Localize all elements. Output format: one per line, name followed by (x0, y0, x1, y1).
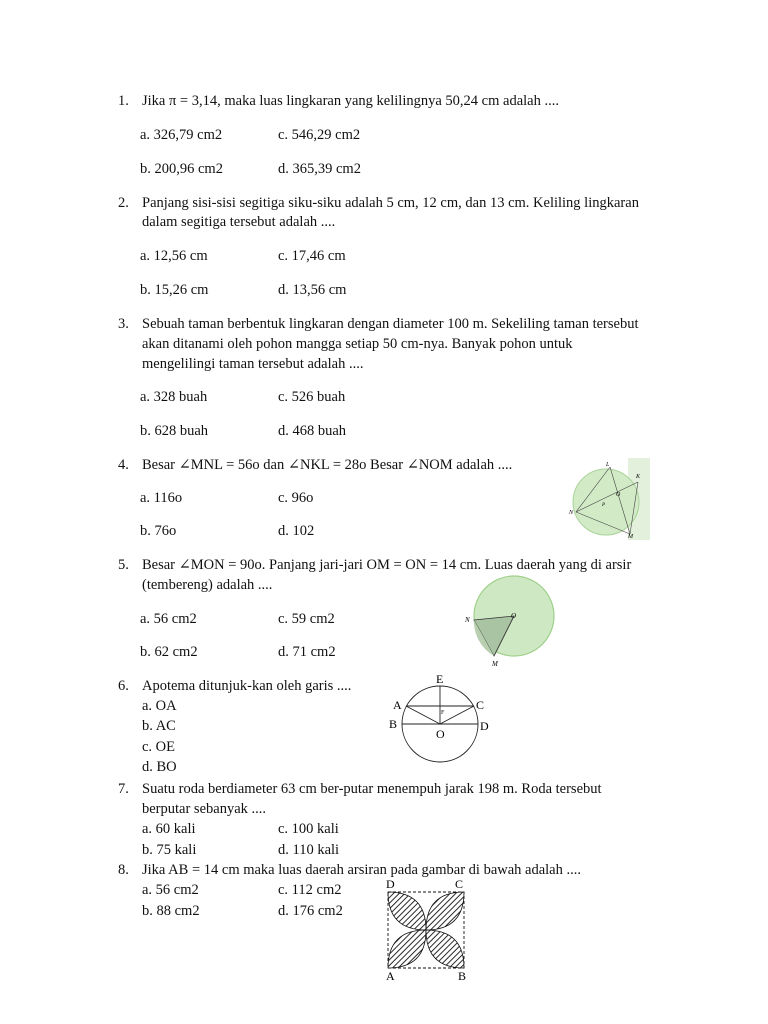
question-text: Jika AB = 14 cm maka luas daerah arsiran pada gambar di bawah adalah .... (142, 862, 581, 878)
petal-top-right (426, 892, 464, 930)
option-d: d. 102 (278, 523, 315, 539)
option-a: a. 60 kali (142, 821, 196, 837)
segment-oc (440, 706, 474, 724)
option-c: c. 100 kali (278, 821, 339, 837)
question-text: Besar ∠MON = 90o. Panjang jari-jari OM = ON = 14 cm. Luas daerah yang di arsir (142, 557, 632, 573)
label-a: A (386, 969, 395, 983)
question-number: 8. (118, 862, 129, 878)
option-b: b. 76o (140, 523, 177, 539)
option-d: d. 110 kali (278, 842, 340, 858)
question-number: 2. (118, 195, 129, 211)
petal-bottom-right (426, 930, 464, 968)
label-l: L (606, 462, 610, 468)
petal-bottom-left (388, 930, 426, 968)
label-c: C (476, 698, 485, 712)
question-number: 5. (118, 557, 129, 573)
question-text: mengelilingi taman tersebut adalah .... (142, 356, 364, 372)
option-b: b. AC (142, 718, 176, 734)
option-d: d. 365,39 cm2 (278, 161, 361, 177)
option-a: a. 56 cm2 (142, 882, 199, 898)
label-b: B (389, 717, 398, 731)
option-c: c. 96o (278, 490, 314, 506)
option-c: c. 112 cm2 (278, 882, 342, 898)
option-a: a. 12,56 cm (140, 248, 208, 264)
label-n: N (569, 510, 574, 516)
question-text: dalam segitiga tersebut adalah .... (142, 214, 336, 230)
petal-square-figure-q8 (382, 876, 474, 986)
option-b: b. 628 buah (140, 423, 209, 439)
option-d: d. BO (142, 759, 177, 775)
label-f: F (441, 710, 445, 716)
option-a: a. 326,79 cm2 (140, 127, 223, 143)
label-m: M (628, 534, 633, 540)
question-number: 4. (118, 457, 129, 473)
question-number: 3. (118, 316, 129, 332)
option-a: a. 328 buah (140, 389, 208, 405)
question-text: berputar sebanyak .... (142, 801, 267, 817)
question-text: Panjang sisi-sisi segitiga siku-siku adalah 5 cm, 12 cm, dan 13 cm. Keliling lingkaran (142, 195, 639, 211)
label-c: C (455, 877, 464, 891)
option-c: c. 546,29 cm2 (278, 127, 361, 143)
option-a: a. OA (142, 698, 177, 714)
option-c: c. OE (142, 739, 176, 755)
option-b: b. 200,96 cm2 (140, 161, 223, 177)
option-d: d. 468 buah (278, 423, 347, 439)
label-d: D (480, 719, 489, 733)
label-o: O (511, 612, 517, 620)
label-b: B (458, 969, 467, 983)
question-text: Jika π = 3,14, maka luas lingkaran yang kelilingnya 50,24 cm adalah .... (142, 93, 559, 109)
circle-figure-q4 (568, 458, 650, 540)
option-b: b. 62 cm2 (140, 644, 198, 660)
label-k: K (636, 474, 641, 480)
question-number: 1. (118, 93, 129, 109)
question-number: 7. (118, 781, 129, 797)
option-d: d. 13,56 cm (278, 282, 347, 298)
label-n: N (465, 616, 470, 624)
option-c: c. 526 buah (278, 389, 346, 405)
option-b: b. 75 kali (142, 842, 197, 858)
segment-oa (406, 706, 440, 724)
petal-top-left (388, 892, 426, 930)
circle-figure-q6 (386, 672, 496, 782)
circle-figure-q5 (460, 578, 556, 670)
circle-shape (573, 469, 639, 535)
label-e: E (436, 672, 444, 686)
option-d: d. 176 cm2 (278, 903, 343, 919)
label-p: P (602, 503, 606, 508)
option-c: c. 59 cm2 (278, 611, 335, 627)
question-text: Sebuah taman berbentuk lingkaran dengan diameter 100 m. Sekeliling taman tersebut (142, 316, 639, 332)
label-o: O (436, 727, 445, 741)
option-b: b. 88 cm2 (142, 903, 200, 919)
question-text: Apotema ditunjuk-kan oleh garis .... (142, 678, 352, 694)
label-o: O (616, 492, 621, 498)
option-d: d. 71 cm2 (278, 644, 336, 660)
question-text: Besar ∠MNL = 56o dan ∠NKL = 28o Besar ∠NOM adalah .... (142, 457, 513, 473)
question-text: (tembereng) adalah .... (142, 577, 273, 593)
question-text: akan ditanami oleh pohon mangga setiap 50 cm-nya. Banyak pohon untuk (142, 336, 573, 352)
option-b: b. 15,26 cm (140, 282, 209, 298)
question-text: Suatu roda berdiameter 63 cm ber-putar menempuh jarak 198 m. Roda tersebut (142, 781, 602, 797)
option-c: c. 17,46 cm (278, 248, 346, 264)
question-number: 6. (118, 678, 129, 694)
label-a: A (393, 698, 402, 712)
label-d: D (386, 877, 395, 891)
label-m: M (492, 660, 498, 668)
option-a: a. 56 cm2 (140, 611, 197, 627)
option-a: a. 116o (140, 490, 183, 506)
